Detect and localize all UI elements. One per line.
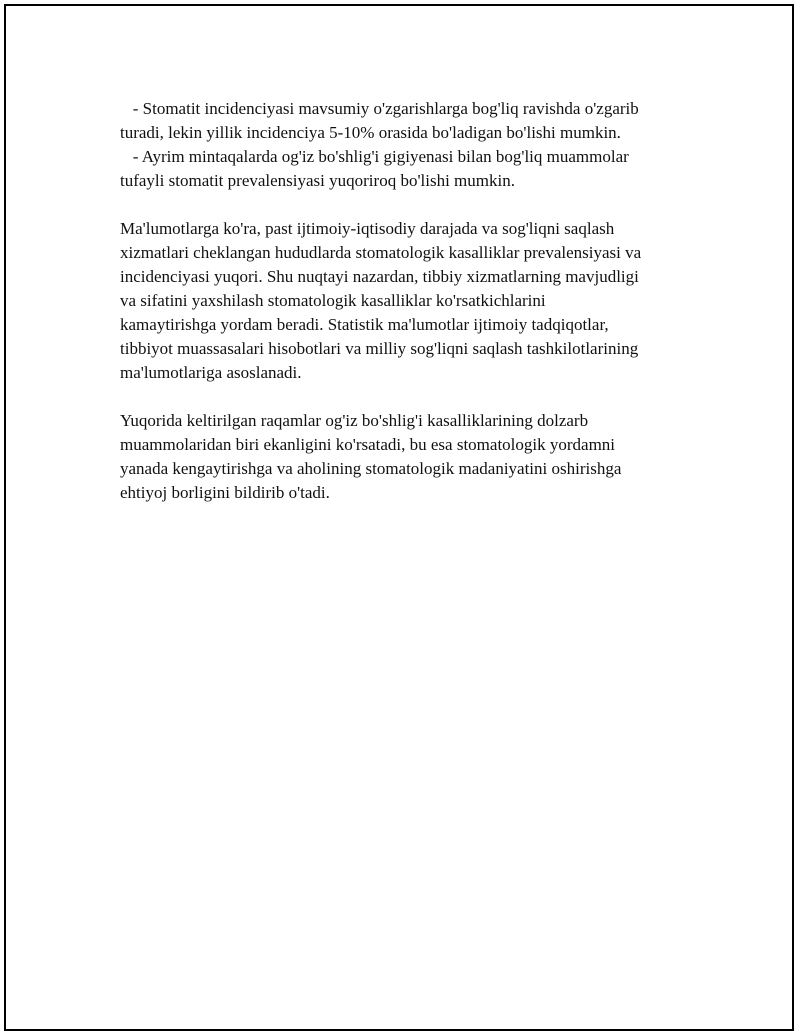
paragraph-gap	[120, 385, 690, 409]
bullet-item-seasonal	[120, 97, 690, 145]
text-line: yanada kengaytirishga va aholining stomatologik madaniyatini oshirishga	[120, 459, 622, 478]
paragraph-conclusion	[120, 409, 690, 505]
text-line: ehtiyoj borligini bildirib o'tadi.	[120, 483, 330, 502]
text-line: incidenciyasi yuqori. Shu nuqtayi nazardan, tibbiy xizmatlarning mavjudligi	[120, 267, 639, 286]
paragraph-gap	[120, 193, 690, 217]
text-line: kamaytirishga yordam beradi. Statistik ma'lumotlar ijtimoiy tadqiqotlar,	[120, 315, 609, 334]
text-line: - Stomatit incidenciyasi mavsumiy o'zgarishlarga bog'liq ravishda o'zgarib	[120, 99, 639, 118]
text-line: xizmatlari cheklangan hududlarda stomatologik kasalliklar prevalensiyasi va	[120, 243, 642, 262]
text-line: va sifatini yaxshilash stomatologik kasalliklar ko'rsatkichlarini	[120, 291, 546, 310]
bullet-item-regional	[120, 145, 690, 193]
document-page	[4, 4, 794, 1031]
document-body	[120, 97, 690, 505]
text-line: - Ayrim mintaqalarda og'iz bo'shlig'i gigiyenasi bilan bog'liq muammolar	[120, 147, 629, 166]
text-line: turadi, lekin yillik incidenciya 5-10% orasida bo'ladigan bo'lishi mumkin.	[120, 123, 621, 142]
text-line: ma'lumotlariga asoslanadi.	[120, 363, 302, 382]
text-line: Yuqorida keltirilgan raqamlar og'iz bo'shlig'i kasalliklarining dolzarb	[120, 411, 589, 430]
text-line: tufayli stomatit prevalensiyasi yuqoriroq bo'lishi mumkin.	[120, 171, 515, 190]
text-line: Ma'lumotlarga ko'ra, past ijtimoiy-iqtisodiy darajada va sog'liqni saqlash	[120, 219, 615, 238]
text-line: muammolaridan biri ekanligini ko'rsatadi, bu esa stomatologik yordamni	[120, 435, 616, 454]
paragraph-socioeconomic	[120, 217, 690, 385]
text-line: tibbiyot muassasalari hisobotlari va milliy sog'liqni saqlash tashkilotlarining	[120, 339, 639, 358]
